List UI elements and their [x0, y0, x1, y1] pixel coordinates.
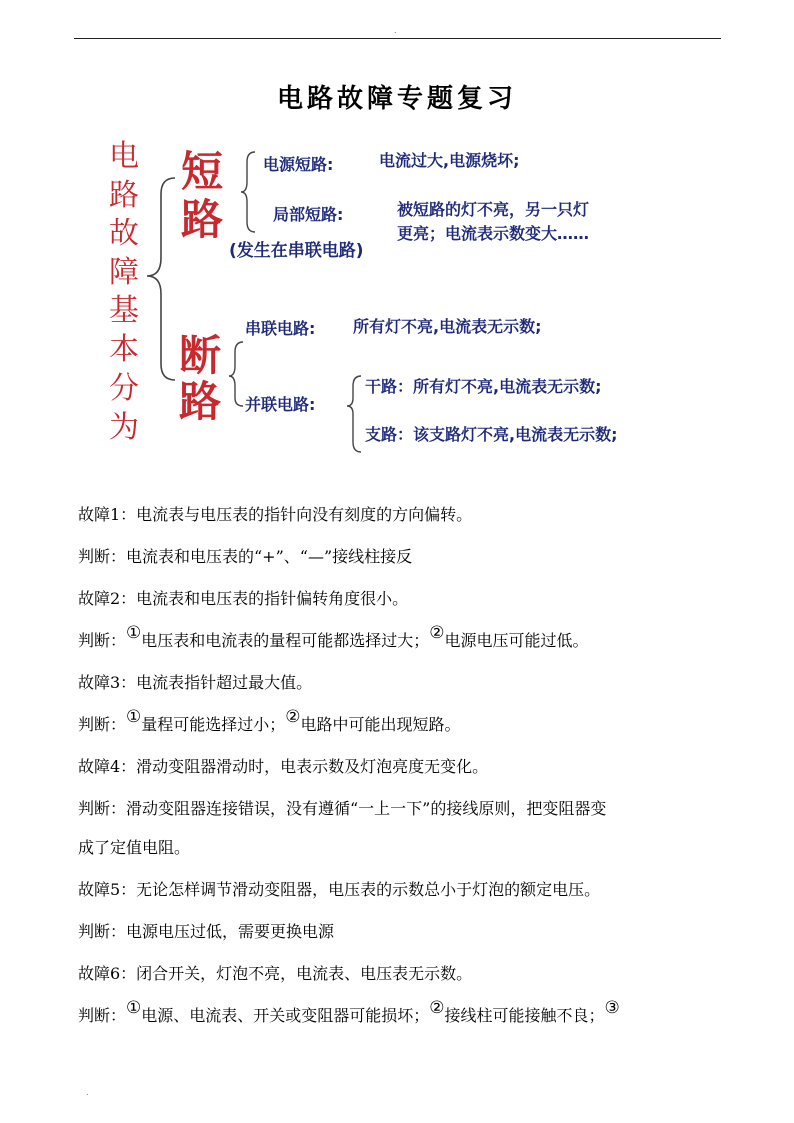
- line-text: 电源电压可能过低。: [444, 631, 589, 650]
- text-line: [78, 877, 723, 900]
- open-char: 路: [179, 377, 222, 426]
- line-text: 故障3：电流表指针超过最大值。: [78, 673, 313, 692]
- circle-number: ①: [126, 623, 142, 643]
- line-text: 故障4：滑动变阻器滑动时，电表示数及灯泡亮度无变化。: [78, 757, 489, 776]
- circuit-fault-diagram: [95, 130, 695, 465]
- text-line: [78, 586, 723, 609]
- open-circuit-label: [179, 331, 221, 426]
- text-line: [78, 796, 723, 819]
- short-item-desc: 被短路的灯不亮，另一只灯: [397, 200, 590, 219]
- line-text: 判断：: [78, 1006, 127, 1025]
- circle-number: ③: [604, 998, 620, 1018]
- root-char: 分: [109, 371, 139, 406]
- line-text: 故障5：无论怎样调节滑动变阻器，电压表的示数总小于灯泡的额定电压。: [78, 880, 601, 899]
- text-line: [78, 998, 723, 1026]
- text-line: [78, 670, 723, 693]
- line-text: 判断：滑动变阻器连接错误，没有遵循“一上一下”的接线原则，把变阻器变: [78, 799, 607, 818]
- root-char: 故: [109, 216, 139, 251]
- circle-number: ②: [429, 623, 445, 643]
- root-label: [109, 139, 139, 445]
- parallel-item: 干路：所有灯不亮,电流表无示数;: [365, 377, 602, 396]
- circle-number: ②: [285, 707, 301, 727]
- root-char: 障: [109, 255, 139, 290]
- root-char: 本: [109, 332, 139, 367]
- short-item-desc: 电流过大,电源烧坏;: [379, 151, 520, 170]
- text-line: [78, 835, 723, 858]
- line-text: 电压表和电流表的量程可能都选择过大；: [141, 631, 430, 650]
- root-char: 路: [109, 178, 139, 213]
- line-text: 电路中可能出现短路。: [300, 715, 461, 734]
- open-char: 断: [179, 331, 222, 380]
- line-text: 成了定值电阻。: [78, 838, 191, 857]
- open-series-label: 串联电路:: [245, 319, 316, 338]
- text-line: [78, 544, 723, 567]
- parallel-item: 支路：该支路灯不亮,电流表无示数;: [365, 425, 618, 444]
- line-text: 接线柱可能接触不良；: [444, 1006, 605, 1025]
- line-text: 判断：: [78, 715, 127, 734]
- short-item-label: 局部短路:: [273, 205, 344, 224]
- text-line: [78, 623, 723, 651]
- main-brace: [147, 178, 175, 380]
- short-item-desc: 更亮；电流表示数变大……: [397, 224, 590, 243]
- line-text: 判断：: [78, 631, 127, 650]
- page-title: 电路故障专题复习: [276, 84, 517, 114]
- open-brace: [229, 342, 243, 406]
- short-item-label: 电源短路:: [263, 155, 334, 174]
- text-line: [78, 919, 723, 942]
- open-parallel-label: 并联电路:: [245, 395, 316, 414]
- circle-number: ①: [126, 998, 142, 1018]
- header-dot: .: [394, 26, 397, 35]
- line-text: 判断：电源电压过低，需要更换电源: [78, 922, 335, 941]
- short-brace: [241, 152, 255, 232]
- line-text: 电源、电流表、开关或变阻器可能损坏；: [141, 1006, 430, 1025]
- text-line: [78, 754, 723, 777]
- line-text: 故障2：电流表和电压表的指针偏转角度很小。: [78, 589, 409, 608]
- text-line: [78, 502, 723, 525]
- short-circuit-label: [181, 147, 223, 244]
- footer-dot: .: [86, 1088, 89, 1097]
- parallel-brace: [347, 376, 361, 452]
- text-line: [78, 707, 723, 735]
- circle-number: ②: [429, 998, 445, 1018]
- circle-number: ①: [126, 707, 142, 727]
- line-text: 判断：电流表和电压表的“+”、“—”接线柱接反: [78, 547, 413, 566]
- short-char: 路: [181, 195, 224, 244]
- header-rule: [74, 38, 721, 39]
- line-text: 故障1：电流表与电压表的指针向没有刻度的方向偏转。: [78, 505, 473, 524]
- short-circuit-note: (发生在串联电路): [229, 241, 364, 261]
- root-char: 电: [109, 139, 139, 174]
- text-line: [78, 961, 723, 984]
- root-char: 基: [109, 293, 139, 328]
- root-char: 为: [109, 410, 139, 445]
- open-series-desc: 所有灯不亮,电流表无示数;: [353, 317, 542, 336]
- short-char: 短: [181, 147, 224, 196]
- line-text: 故障6：闭合开关，灯泡不亮，电流表、电压表无示数。: [78, 964, 473, 983]
- line-text: 量程可能选择过小；: [141, 715, 286, 734]
